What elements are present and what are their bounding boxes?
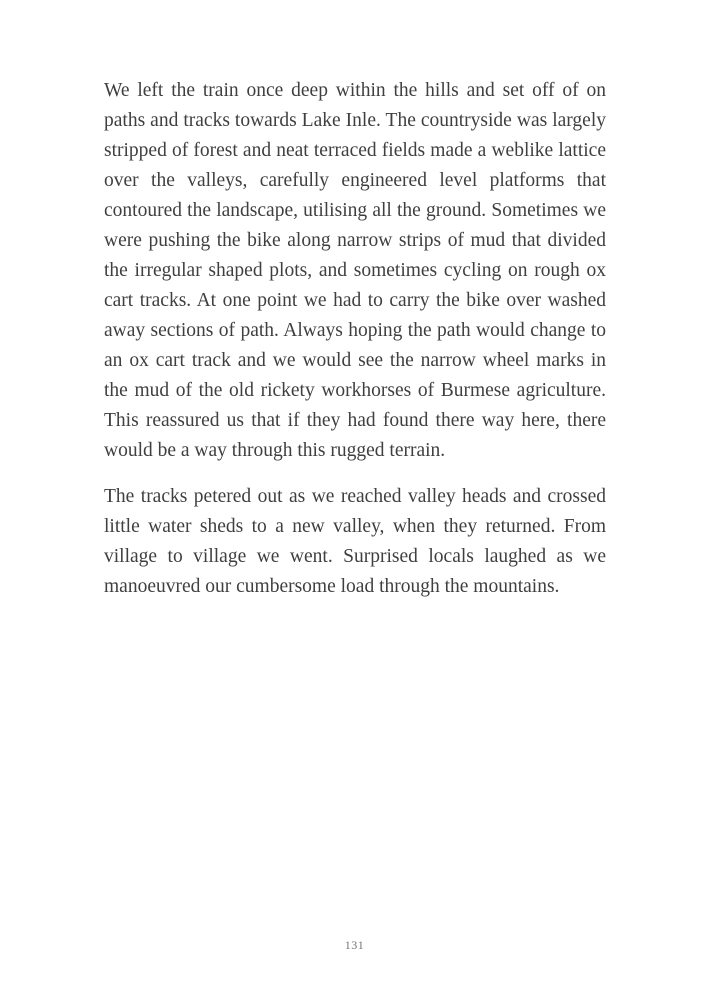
paragraph-2: The tracks petered out as we reached valley heads and crossed little water sheds to a new valley, when they returned. From village to village we went. Surprised locals laughed as we manoeuvred our cumbersome load through the mountains.: [104, 486, 606, 597]
paragraph-1: We left the train once deep within the hills and set off of on paths and tracks towards Lake Inle. The countryside was largely stripped of forest and neat terraced fields made a weblike lattice over the valleys, carefully engineered level platforms that contoured the landscape, utilising all the ground. Sometimes we were pushing the bike along narrow strips of mud that divided the irregular shaped plots, and sometimes cycling on rough ox cart tracks. At one point we had to carry the bike over washed away sections of path. Always hoping the path would change to an ox cart track and we would see the narrow wheel marks in the mud of the old rickety workhorses of Burmese agriculture. This reassured us that if they had found there way here, there would be a way through this rugged terrain.: [104, 80, 606, 461]
text-block: [104, 76, 606, 602]
page-number: 131: [344, 938, 365, 952]
